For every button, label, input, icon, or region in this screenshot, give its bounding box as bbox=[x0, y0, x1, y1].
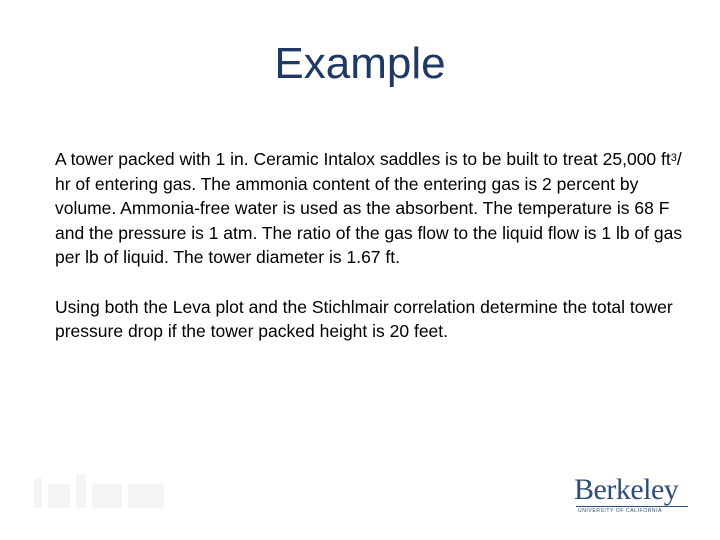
berkeley-logo bbox=[574, 474, 690, 516]
faded-watermark-logo bbox=[30, 470, 170, 515]
problem-text-end: / hr of entering gas. The ammonia content of the entering gas is 2 percent by volume. Ammonia-free water is used as the absorbent. The temperature is 68 F and the pressure is 1 atm. The ratio of the gas flow to the liquid flow is 1 lb of gas per lb of liquid. The tower diameter is 1.67 ft. bbox=[55, 149, 683, 268]
task-paragraph: Using both the Leva plot and the Stichlmair correlation determine the total tower pressure drop if the tower packed height is 20 feet. bbox=[55, 296, 673, 342]
berkeley-logo-rule bbox=[576, 506, 688, 507]
slide-title: Example bbox=[274, 39, 446, 88]
cubic-exponent: 3 bbox=[670, 152, 677, 164]
problem-statement-paragraph bbox=[55, 147, 695, 270]
berkeley-logo-subtitle: UNIVERSITY OF CALIFORNIA bbox=[578, 508, 663, 514]
berkeley-wordmark: Berkeley bbox=[574, 473, 679, 506]
slide-body bbox=[55, 147, 695, 344]
problem-text-start: A tower packed with 1 in. Ceramic Intalox saddles is to be built to treat 25,000 ft bbox=[55, 149, 671, 169]
